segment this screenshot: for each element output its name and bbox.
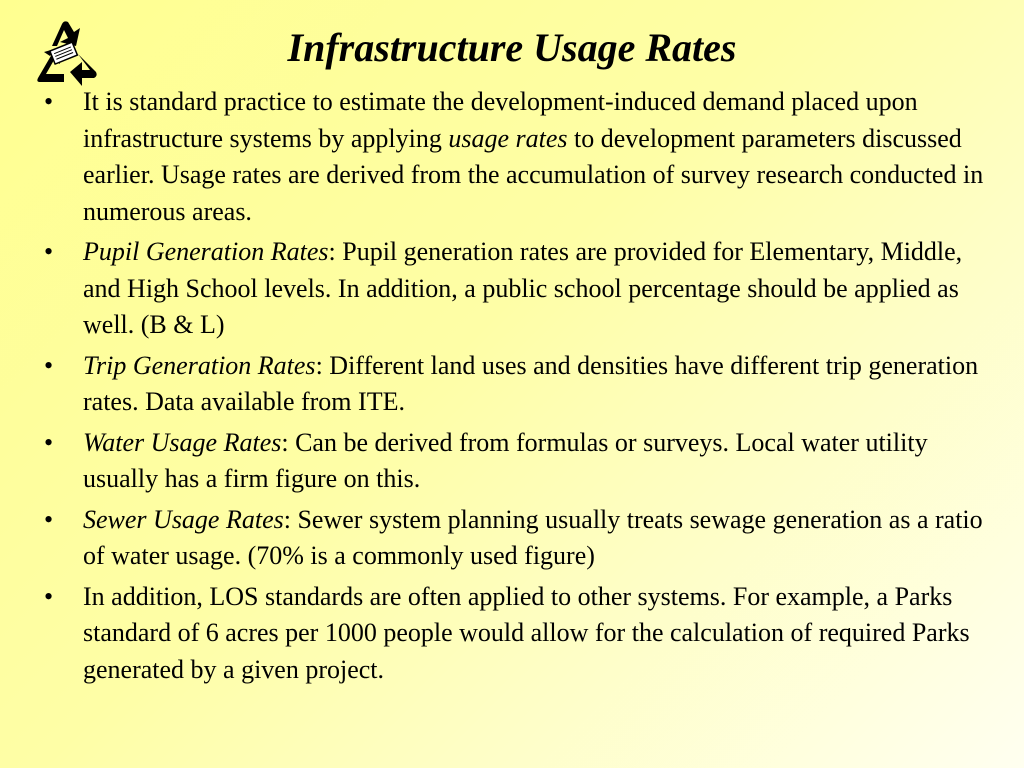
bullet-item bbox=[44, 425, 994, 498]
bullet-text: In addition, LOS standards are often applied to other systems. For example, a Parks standard of 6 acres per 1000 people would allow for the calculation of required Parks generated by a given project. bbox=[83, 581, 970, 684]
bullet-marker: • bbox=[44, 581, 54, 611]
bullet-text: to development parameters discussed earlier. Usage rates are derived from the accumulation of survey research conducted in numerous areas. bbox=[83, 123, 984, 226]
bullet-emphasis: Water Usage Rates bbox=[83, 427, 282, 457]
bullet-marker: • bbox=[44, 427, 54, 457]
bullet-emphasis: Trip Generation Rates bbox=[83, 350, 316, 380]
bullet-item bbox=[44, 348, 994, 421]
bullet-marker: • bbox=[44, 87, 54, 116]
bullet-item bbox=[44, 579, 994, 689]
bullet-emphasis: Pupil Generation Rates bbox=[83, 237, 329, 266]
slide-title: Infrastructure Usage Rates bbox=[287, 25, 737, 70]
bullet-marker: • bbox=[44, 237, 54, 266]
bullet-text: : Different land uses and densities have different trip generation rates. Data available from ITE. bbox=[83, 350, 979, 416]
bullet-emphasis: usage rates bbox=[448, 123, 568, 153]
bullet-text: : Sewer system planning usually treats sewage generation as a ratio of water usage. (70% is a commonly used figure) bbox=[83, 504, 983, 570]
bullet-marker: • bbox=[44, 504, 54, 534]
bullet-marker: • bbox=[44, 350, 54, 380]
bullet-text: : Can be derived from formulas or surveys. Local water utility usually has a firm figure on this. bbox=[83, 427, 928, 493]
bullet-emphasis: Sewer Usage Rates bbox=[83, 504, 284, 534]
bullet-list bbox=[44, 84, 994, 692]
bullet-item bbox=[44, 84, 994, 230]
bullet-text: It is standard practice to estimate the development-induced demand placed upon infrastructure systems by applying bbox=[83, 87, 918, 153]
bullet-text: : Pupil generation rates are provided for Elementary, Middle, and High School levels. In addition, a public school percentage should be applied as well. (B & L) bbox=[83, 237, 963, 339]
bullet-item bbox=[44, 502, 994, 575]
bullet-item bbox=[44, 234, 994, 344]
